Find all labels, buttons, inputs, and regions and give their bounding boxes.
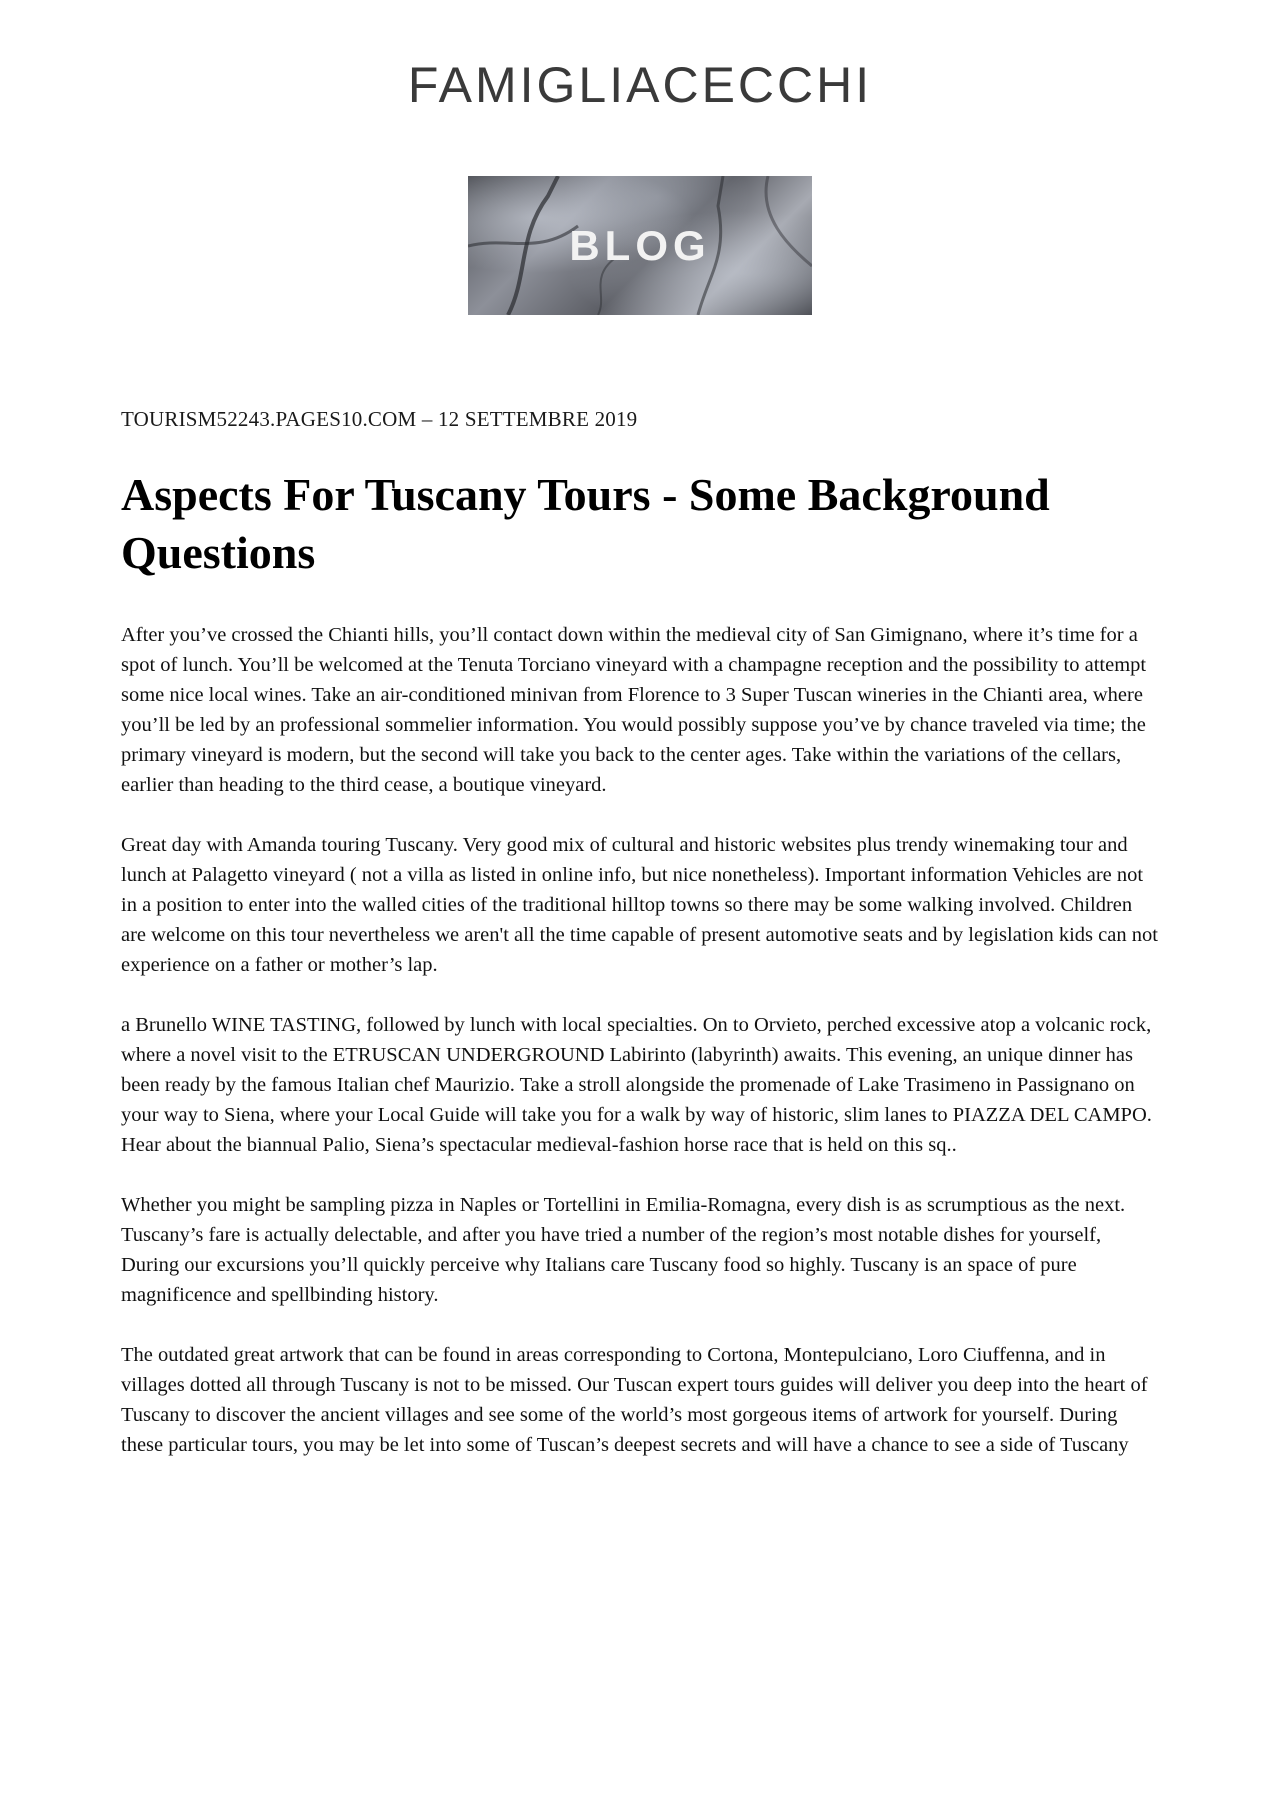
banner-label: BLOG (569, 222, 711, 269)
post-paragraph: Great day with Amanda touring Tuscany. Very good mix of cultural and historic websites plus trendy winemaking tour and lunch at Palagetto vineyard ( not a villa as listed in online info, but nice nonetheless). Important information Vehicles are not in a position to enter into the walled cities of the traditional hilltop towns so there may be some walking involved. Children are welcome on this tour nevertheless we aren't all the time capable of present automotive seats and by legislation kids can not experience on a father or mother’s lap. (121, 834, 1158, 976)
post-paragraph: After you’ve crossed the Chianti hills, you’ll contact down within the medieval city of San Gimignano, where it’s time for a spot of lunch. You’ll be welcomed at the Tenuta Torciano vineyard with a champagne reception and the possibility to attempt some nice local wines. Take an air-conditioned minivan from Florence to 3 Super Tuscan wineries in the Chianti area, where you’ll be led by an professional sommelier information. You would possibly suppose you’ve by chance traveled via time; the primary vineyard is modern, but the second will take you back to the center ages. Take within the variations of the cellars, earlier than heading to the third cease, a boutique vineyard. (121, 624, 1147, 796)
post-paragraph: The outdated great artwork that can be found in areas corresponding to Cortona, Montepulciano, Loro Ciuffenna, and in villages dotted all through Tuscany is not to be missed. Our Tuscan expert tours guides will deliver you deep into the heart of Tuscany to discover the ancient villages and see some of the world’s most gorgeous items of artwork for yourself. During these particular tours, you may be let into some of Tuscan’s deepest secrets and will have a chance to see a side of Tuscany (121, 1344, 1148, 1456)
post-paragraph: a Brunello WINE TASTING, followed by lunch with local specialties. On to Orvieto, perched excessive atop a volcanic rock, where a novel visit to the ETRUSCAN UNDERGROUND Labirinto (labyrinth) awaits. This evening, an unique dinner has been ready by the famous Italian chef Maurizio. Take a stroll alongside the promenade of Lake Trasimeno in Passignano on your way to Siena, where your Local Guide will take you for a walk by way of historic, slim lanes to PIAZZA DEL CAMPO. Hear about the biannual Palio, Siena’s spectacular medieval-fashion horse race that is held on this sq.. (121, 1014, 1152, 1156)
site-logo[interactable]: FAMIGLIACECCHI (407, 57, 873, 113)
post-paragraph: Whether you might be sampling pizza in Naples or Tortellini in Emilia-Romagna, every dish is as scrumptious as the next. Tuscany’s fare is actually delectable, and after you have tried a number of the region’s most notable dishes for yourself, During our excursions you’ll quickly perceive why Italians care Tuscany food so highly. Tuscany is an space of pure magnificence and spellbinding history. (121, 1194, 1126, 1306)
post-meta: TOURISM52243.PAGES10.COM – 12 SETTEMBRE 2019 (121, 407, 638, 431)
post-title: Aspects For Tuscany Tours - Some Background Questions (121, 469, 1050, 578)
post-body (121, 620, 1161, 1490)
blog-banner (468, 176, 812, 315)
